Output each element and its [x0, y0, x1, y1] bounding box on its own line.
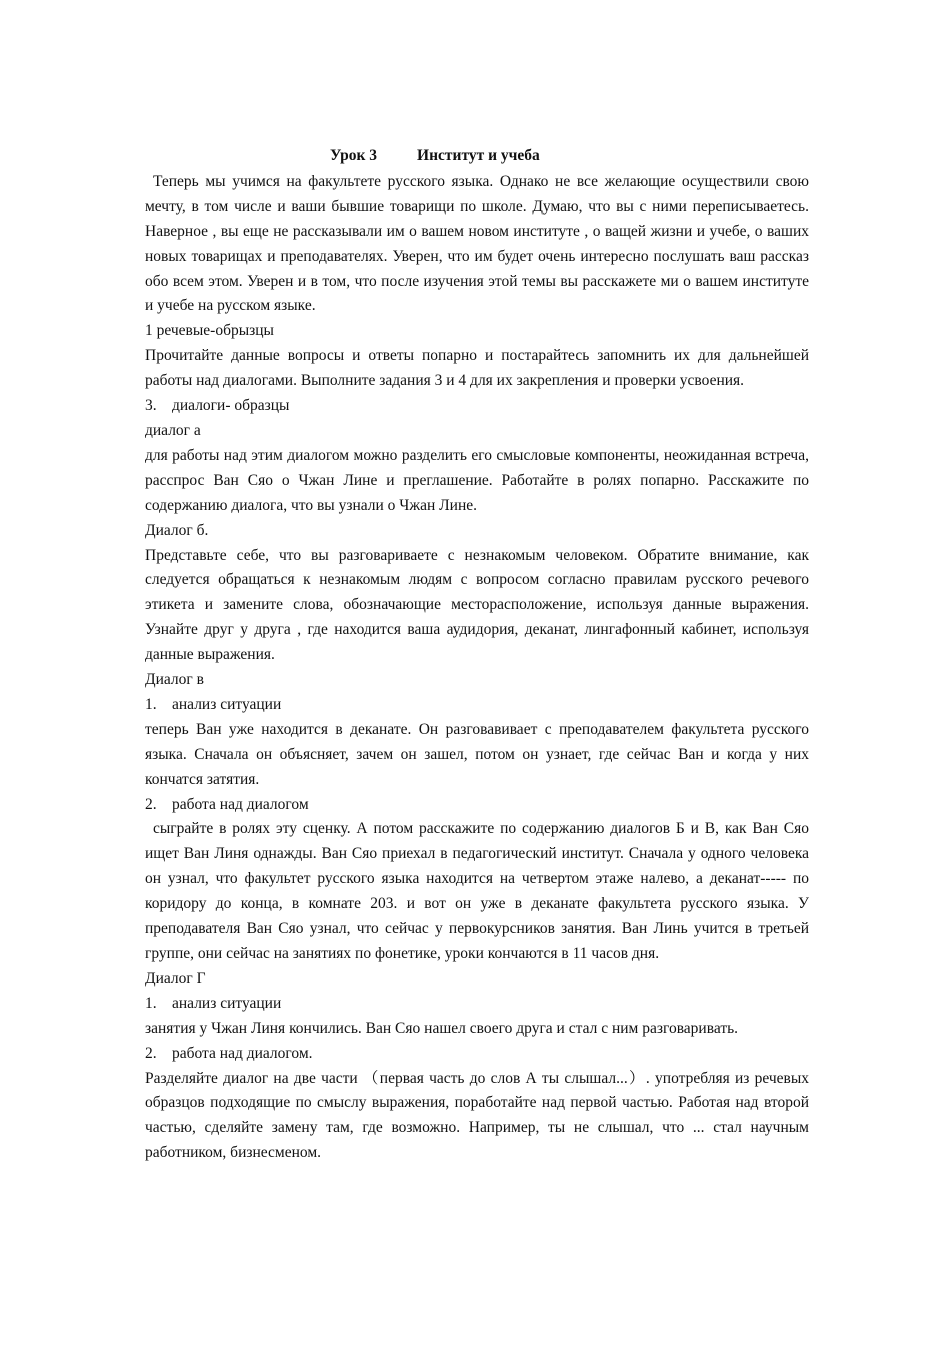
- dialog-g-step-2: [145, 1042, 809, 1067]
- lesson-topic: Институт и учеба: [417, 147, 540, 164]
- dialog-b-paragraph: Представьте себе, что вы разговариваете с незнакомым человеком. Обратите внимание, как следуется обращаться к незнакомым людям с вопросом согласно правилам русского речевого этикета и замените слова, обозначающие месторасположение, используя данные выражения. Узнайте друг у друга , где находится ваша аудидория, деканат, лингафонный кабинет, используя данные выражения.: [145, 546, 809, 664]
- section-heading-speech-samples: 1 речевые-обрызцы: [145, 322, 274, 340]
- step-number: 1.: [145, 695, 157, 713]
- section-heading-text: диалоги- образцы: [172, 397, 290, 415]
- dialog-v-step-1-paragraph: теперь Ван уже находится в деканате. Он разговавивает с преподавателем факультета русского языка. Сначала он объясняет, зачем он зашел, потом он узнает, где сейчас Ван и когда у них кончатся затятия.: [145, 720, 809, 788]
- dialog-g-step-1: [145, 992, 809, 1017]
- lesson-number: Урок 3: [330, 147, 378, 164]
- document-page: [145, 144, 809, 1166]
- dialog-g-step-2-paragraph: Разделяйте диалог на две части （первая часть до слов А ты слышал...）. употребляя из речевых образцов подходящие по смыслу выражения, поработайте над первой частью. Работая над второй частью, сделяйте замену там, где возможно. Например, ты не слышал, что ... стал научным работником, бизнесменом.: [145, 1069, 809, 1162]
- dialog-a-paragraph: для работы над этим диалогом можно разделить его смысловые компоненты, неожиданная встреча, расспрос Ван Сяо о Чжан Лине и преглашение. Работайте в ролях попарно. Расскажите по содержанию диалога, что вы узнали о Чжан Лине.: [145, 446, 809, 514]
- dialog-v-step-2: [145, 793, 809, 818]
- section-number: 3.: [145, 397, 157, 415]
- step-text: анализ ситуации: [172, 695, 282, 713]
- intro-paragraph: Теперь мы учимся на факультете русского языка. Однако не все желающие осуществили свою мечту, в том числе и ваши бывшие товарищи по школе. Думаю, что вы с ними переписываетесь. Наверное , вы еще не рассказывали им о вашем новом институте , о ващей жизни и учебе, о ваших новых товарищах и преподавателях. Уверен, что им будет очень интересно послушать ваш рассказ обо всем этом. Уверен и в том, что после изучения этой темы вы расскажете ми о вашем институте и учебе на русском языке.: [145, 172, 809, 315]
- step-number: 2.: [145, 1044, 157, 1062]
- dialog-a-heading: диалог а: [145, 421, 201, 439]
- step-text: работа над диалогом.: [172, 1044, 313, 1062]
- dialog-v-heading: Диалог в: [145, 671, 204, 689]
- step-text: анализ ситуации: [172, 994, 282, 1012]
- dialog-v-step-1: [145, 693, 809, 718]
- step-number: 1.: [145, 994, 157, 1012]
- section-heading-dialog-samples: [145, 394, 809, 419]
- lesson-title: [145, 144, 809, 169]
- step-text: работа над диалогом: [172, 795, 309, 813]
- speech-samples-paragraph: Прочитайте данные вопросы и ответы попарно и постарайтесь запомнить их для дальнейшей работы над диалогами. Выполните задания 3 и 4 для их закрепления и проверки усвоения.: [145, 347, 809, 390]
- dialog-g-step-1-paragraph: занятия у Чжан Линя кончились. Ван Сяо нашел своего друга и стал с ним разговаривать.: [145, 1019, 739, 1037]
- step-number: 2.: [145, 795, 157, 813]
- dialog-g-heading: Диалог Г: [145, 969, 206, 987]
- dialog-b-heading: Диалог б.: [145, 521, 209, 539]
- dialog-v-step-2-paragraph: сыграйте в ролях эту сценку. А потом расскажите по содержанию диалогов Б и В, как Ван Сяо ищет Ван Линя однажды. Ван Сяо приехал в педагогический институт. Сначала у одного человека он узнал, что факультет русского языка находится на четвертом этаже налево, а деканат----- по коридору до конца, в комнате 203. и вот он уже в деканате факультета русского языка. У преподавателя Ван Сяо узнал, что сейчас у первокурсников занятия. Ван Линь учится в третьей группе, они сейчас на занятиях по фонетике, уроки кончаются в 11 часов дня.: [145, 820, 809, 962]
